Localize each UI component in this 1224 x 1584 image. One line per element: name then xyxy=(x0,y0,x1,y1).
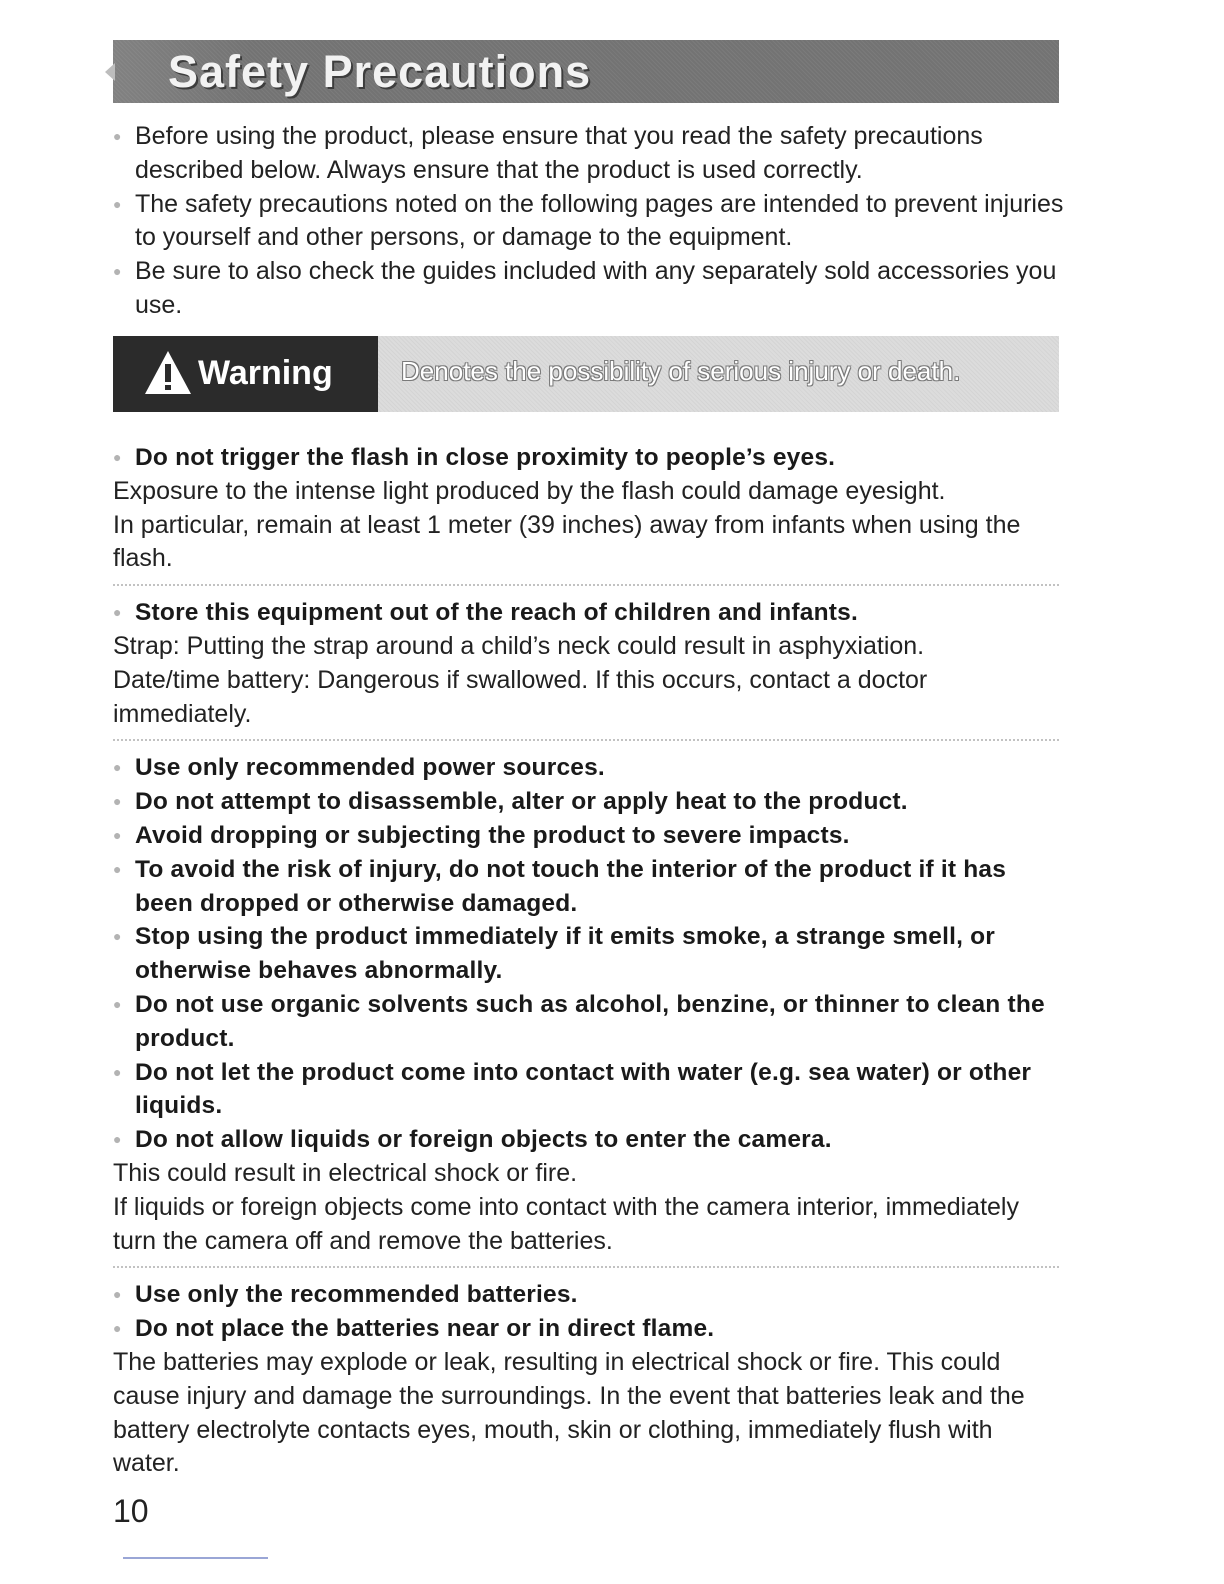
heading-text: Avoid dropping or subjecting the product to severe impacts. xyxy=(135,821,850,849)
intro-text: Be sure to also check the guides included with any separately sold accessories you use. xyxy=(135,257,1057,319)
bullet-icon: ● xyxy=(113,826,122,843)
bullet-icon: ● xyxy=(113,449,122,465)
heading-text: Do not use organic solvents such as alcohol, benzine, or thinner to clean the product. xyxy=(135,990,1045,1052)
heading-text: Use only recommended power sources. xyxy=(135,754,605,782)
intro-item xyxy=(113,120,1073,188)
body-text: Strap: Putting the strap around a child’s neck could result in asphyxiation. xyxy=(113,631,925,660)
section-heading xyxy=(113,853,1059,921)
heading-text: Do not attempt to disassemble, alter or apply heat to the product. xyxy=(135,788,908,816)
heading-text: Do not let the product come into contact with water (e.g. sea water) or other liquids. xyxy=(135,1058,1032,1120)
bullet-icon: ● xyxy=(113,793,122,810)
warning-label xyxy=(113,336,378,412)
section-heading xyxy=(113,751,1059,785)
warning-sections xyxy=(113,441,1059,1489)
warning-banner xyxy=(113,336,1059,412)
intro-item xyxy=(113,188,1073,256)
bullet-icon: ● xyxy=(113,759,122,776)
section-heading xyxy=(113,1278,1059,1312)
bullet-icon: ● xyxy=(113,1286,122,1303)
bullet-icon: ● xyxy=(113,995,122,1012)
bottom-rule xyxy=(123,1557,268,1559)
bullet-icon: ● xyxy=(113,1320,122,1337)
bullet-icon: ● xyxy=(113,195,122,212)
body-text: In particular, remain at least 1 meter (39 inches) away from infants when using the flash. xyxy=(113,510,1021,573)
section-children xyxy=(113,596,1059,741)
section-flash xyxy=(113,441,1059,586)
heading-text: To avoid the risk of injury, do not touch the interior of the product if it has been dropped or otherwise damaged. xyxy=(135,855,1007,917)
section-heading xyxy=(113,785,1059,819)
bullet-icon: ● xyxy=(113,860,122,877)
intro-text: The safety precautions noted on the following pages are intended to prevent injuries to yourself and other persons, or damage to the equipment. xyxy=(135,189,1064,252)
bullet-icon: ● xyxy=(113,1131,122,1148)
intro-item xyxy=(113,255,1073,323)
body-text: If liquids or foreign objects come into contact with the camera interior, immediately turn the camera off and remove the batteries. xyxy=(113,1192,1019,1255)
section-heading xyxy=(113,819,1059,853)
section-handling xyxy=(113,751,1059,1268)
title-bar xyxy=(113,40,1059,103)
section-heading xyxy=(113,920,1059,988)
heading-text: Do not allow liquids or foreign objects to enter the camera. xyxy=(135,1126,832,1154)
section-heading xyxy=(113,596,1059,630)
section-heading xyxy=(113,1123,1059,1157)
warning-triangle-icon xyxy=(143,348,193,398)
bullet-icon: ● xyxy=(113,128,122,144)
section-heading xyxy=(113,1056,1059,1124)
bullet-icon: ● xyxy=(113,263,122,280)
page-number: 10 xyxy=(113,1493,149,1529)
title-corner-decoration xyxy=(105,63,115,81)
heading-text: Store this equipment out of the reach of children and infants. xyxy=(135,599,858,627)
body-text: Exposure to the intense light produced by the flash could damage eyesight. xyxy=(113,476,946,505)
body-text: Date/time battery: Dangerous if swallowed. If this occurs, contact a doctor immediately. xyxy=(113,665,928,728)
heading-text: Do not trigger the flash in close proximity to people’s eyes. xyxy=(135,444,836,471)
warning-description: Denotes the possibility of serious injury or death. xyxy=(401,356,961,386)
heading-text: Stop using the product immediately if it emits smoke, a strange smell, or otherwise behaves abnormally. xyxy=(135,923,996,985)
heading-text: Use only the recommended batteries. xyxy=(135,1281,578,1309)
section-batteries xyxy=(113,1278,1059,1489)
section-heading xyxy=(113,1312,1059,1346)
bullet-icon: ● xyxy=(113,1063,122,1080)
heading-text: Do not place the batteries near or in direct flame. xyxy=(135,1315,715,1343)
body-text: The batteries may explode or leak, resulting in electrical shock or fire. This could cause injury and damage the surroundings. In the event that batteries leak and the battery electrolyte contacts eyes, mouth, skin or clothing, immediately flush with water. xyxy=(113,1347,1025,1478)
intro-text: Before using the product, please ensure that you read the safety precautions described below. Always ensure that the product is used correctly. xyxy=(135,122,983,184)
warning-label-text: Warning xyxy=(198,354,333,392)
bullet-icon: ● xyxy=(113,604,122,621)
page-title: Safety Precautions xyxy=(168,46,592,97)
section-heading xyxy=(113,441,1059,475)
bullet-icon: ● xyxy=(113,928,122,945)
body-text: This could result in electrical shock or fire. xyxy=(113,1158,578,1187)
section-heading xyxy=(113,988,1059,1056)
intro-list xyxy=(113,120,1073,323)
